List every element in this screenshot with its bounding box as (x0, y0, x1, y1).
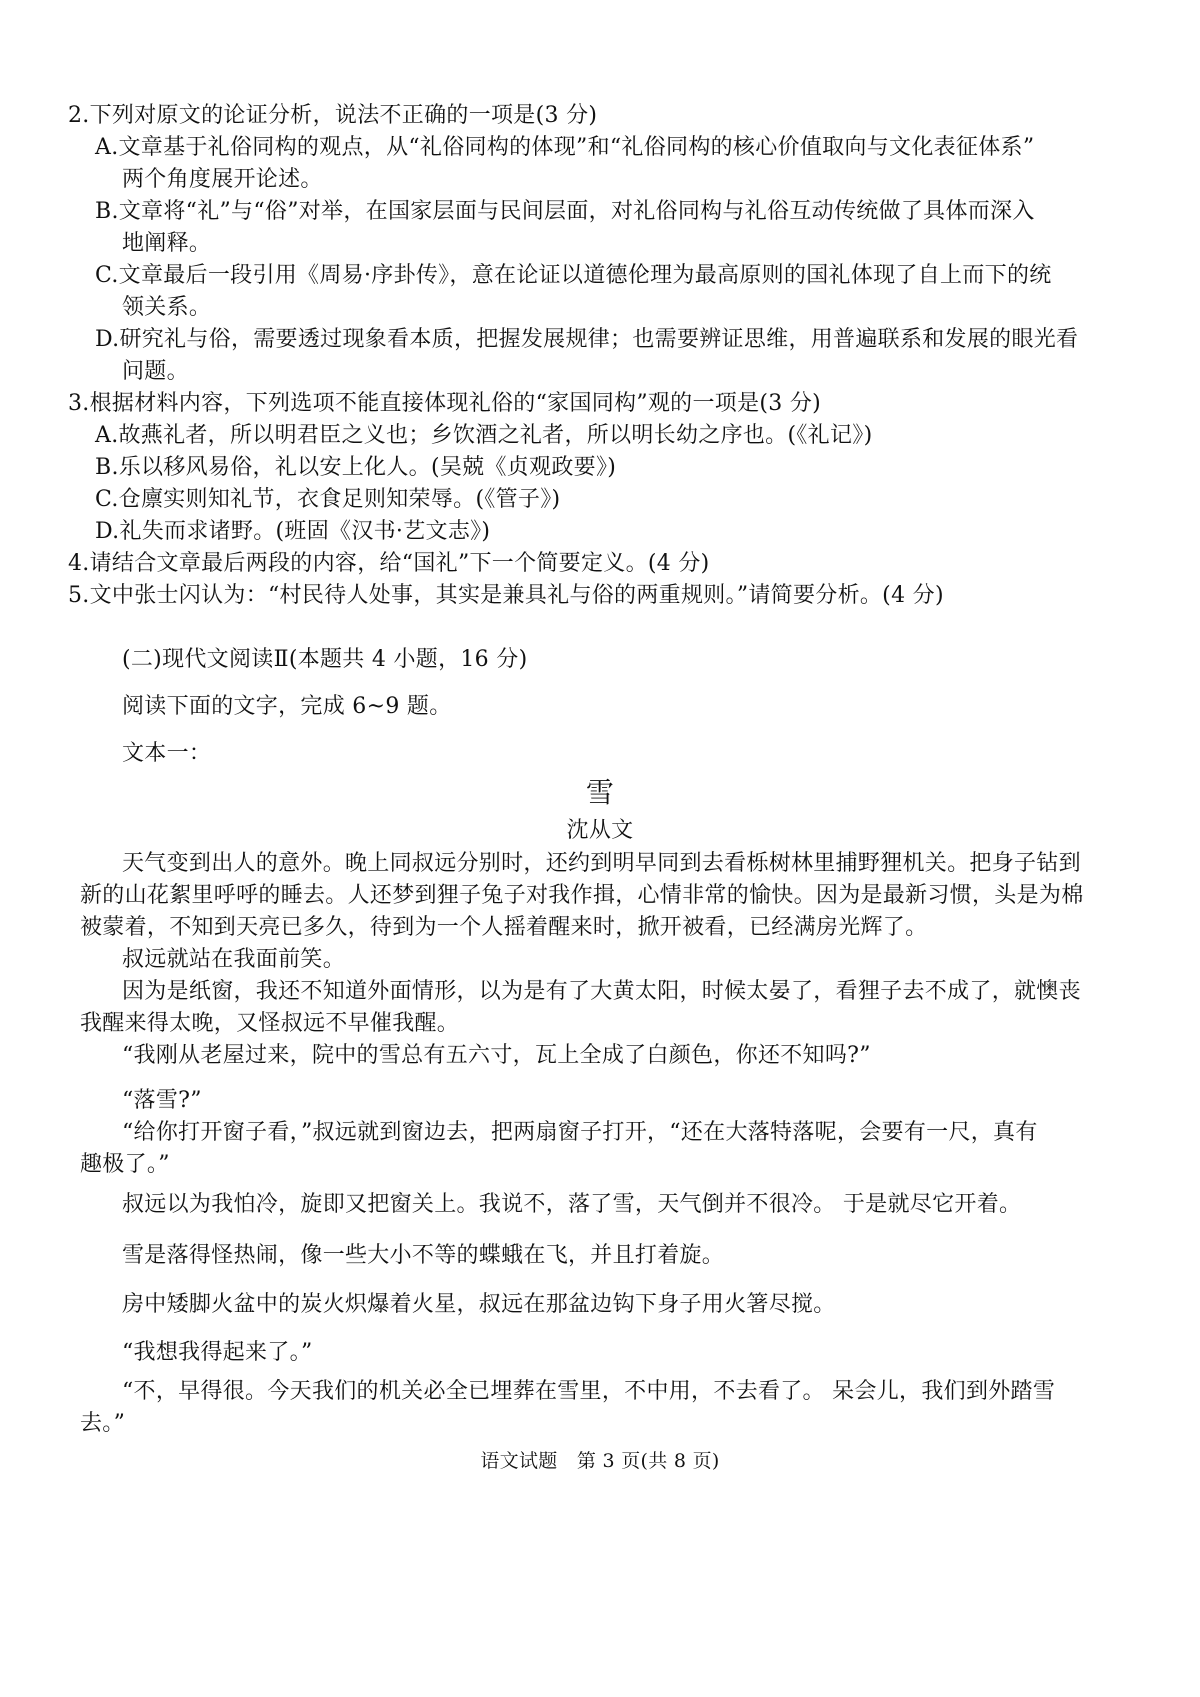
question-2-option-d: D.研究礼与俗，需要透过现象看本质，把握发展规律；也需要辨证思维，用普遍联系和发展的眼光看 (95, 327, 1079, 352)
section-instruction: 阅读下面的文字，完成 6~9 题。 (122, 694, 452, 719)
paragraph-6-line-1: “给你打开窗子看，”叔远就到窗边去，把两扇窗子打开，“还在大落特落呢，会要有一尺，真有 (122, 1120, 1038, 1145)
paragraph-7: 叔远以为我怕冷，旋即又把窗关上。我说不，落了雪，天气倒并不很冷。 于是就尽它开着。 (122, 1192, 1022, 1217)
question-2-option-c-cont: 领关系。 (122, 295, 212, 320)
paragraph-11-line-1: “不，早得很。今天我们的机关必全已埋葬在雪里，不中用，不去看了。 呆会儿，我们到外踏雪 (122, 1379, 1056, 1404)
page-footer: 语文试题 第 3 页(共 8 页) (480, 1450, 720, 1472)
question-2-option-a: A.文章基于礼俗同构的观点，从“礼俗同构的体现”和“礼俗同构的核心价值取向与文化表征体系” (95, 135, 1035, 160)
paragraph-4: “我刚从老屋过来，院中的雪总有五六寸，瓦上全成了白颜色，你还不知吗?” (122, 1043, 871, 1068)
question-2-stem: 2.下列对原文的论证分析，说法不正确的一项是(3 分) (68, 103, 598, 128)
paragraph-1-line-2: 新的山花絮里呼呼的睡去。人还梦到狸子兔子对我作揖，心情非常的愉快。因为是最新习惯，头是为棉 (80, 883, 1084, 908)
question-5: 5.文中张士闪认为：“村民待人处事，其实是兼具礼与俗的两重规则。”请简要分析。(4 分) (68, 583, 944, 608)
question-2-option-a-cont: 两个角度展开论述。 (122, 167, 323, 192)
paragraph-3-line-1: 因为是纸窗，我还不知道外面情形，以为是有了大黄太阳，时候太晏了，看狸子去不成了，就懊丧 (122, 979, 1081, 1004)
paragraph-2: 叔远就站在我面前笑。 (122, 947, 346, 972)
paragraph-8: 雪是落得怪热闹，像一些大小不等的蝶蛾在飞，并且打着旋。 (122, 1243, 725, 1268)
paragraph-3-line-2: 我醒来得太晚，又怪叔远不早催我醒。 (80, 1011, 460, 1036)
question-3-option-d: D.礼失而求诸野。(班固《汉书·艺文志》) (95, 519, 491, 544)
question-3-stem: 3.根据材料内容，下列选项不能直接体现礼俗的“家国同构”观的一项是(3 分) (68, 391, 822, 416)
text-label: 文本一： (122, 741, 212, 766)
article-title: 雪 (585, 776, 615, 809)
question-2-option-b: B.文章将“礼”与“俗”对举，在国家层面与民间层面，对礼俗同构与礼俗互动传统做了具体而深入 (95, 199, 1035, 224)
question-3-option-c: C.仓廪实则知礼节，衣食足则知荣辱。(《管子》) (95, 487, 561, 512)
question-4: 4.请结合文章最后两段的内容，给“国礼”下一个简要定义。(4 分) (68, 551, 710, 576)
paragraph-6-line-2: 趣极了。” (80, 1152, 170, 1177)
article-author: 沈从文 (566, 818, 634, 843)
question-3-option-b: B.乐以移风易俗，礼以安上化人。(吴兢《贞观政要》) (95, 455, 617, 480)
question-2-option-b-cont: 地阐释。 (122, 231, 212, 256)
paragraph-11-line-2: 去。” (80, 1411, 126, 1436)
question-3-option-a: A.故燕礼者，所以明君臣之义也；乡饮酒之礼者，所以明长幼之序也。(《礼记》) (95, 423, 873, 448)
paragraph-10: “我想我得起来了。” (122, 1340, 313, 1365)
question-2-option-d-cont: 问题。 (122, 359, 189, 384)
paragraph-1-line-3: 被蒙着，不知到天亮已多久，待到为一个人摇着醒来时，掀开被看，已经满房光辉了。 (80, 915, 928, 940)
section-heading: (二)现代文阅读Ⅱ(本题共 4 小题，16 分) (122, 647, 528, 672)
question-2-option-c: C.文章最后一段引用《周易·序卦传》，意在论证以道德伦理为最高原则的国礼体现了自上而下的统 (95, 263, 1052, 288)
paragraph-1-line-1: 天气变到出人的意外。晚上同叔远分别时，还约到明早同到去看栎树林里捕野狸机关。把身子钻到 (122, 851, 1081, 876)
paragraph-5: “落雪?” (122, 1088, 202, 1113)
paragraph-9: 房中矮脚火盆中的炭火炽爆着火星，叔远在那盆边钩下身子用火箸尽搅。 (122, 1292, 836, 1317)
